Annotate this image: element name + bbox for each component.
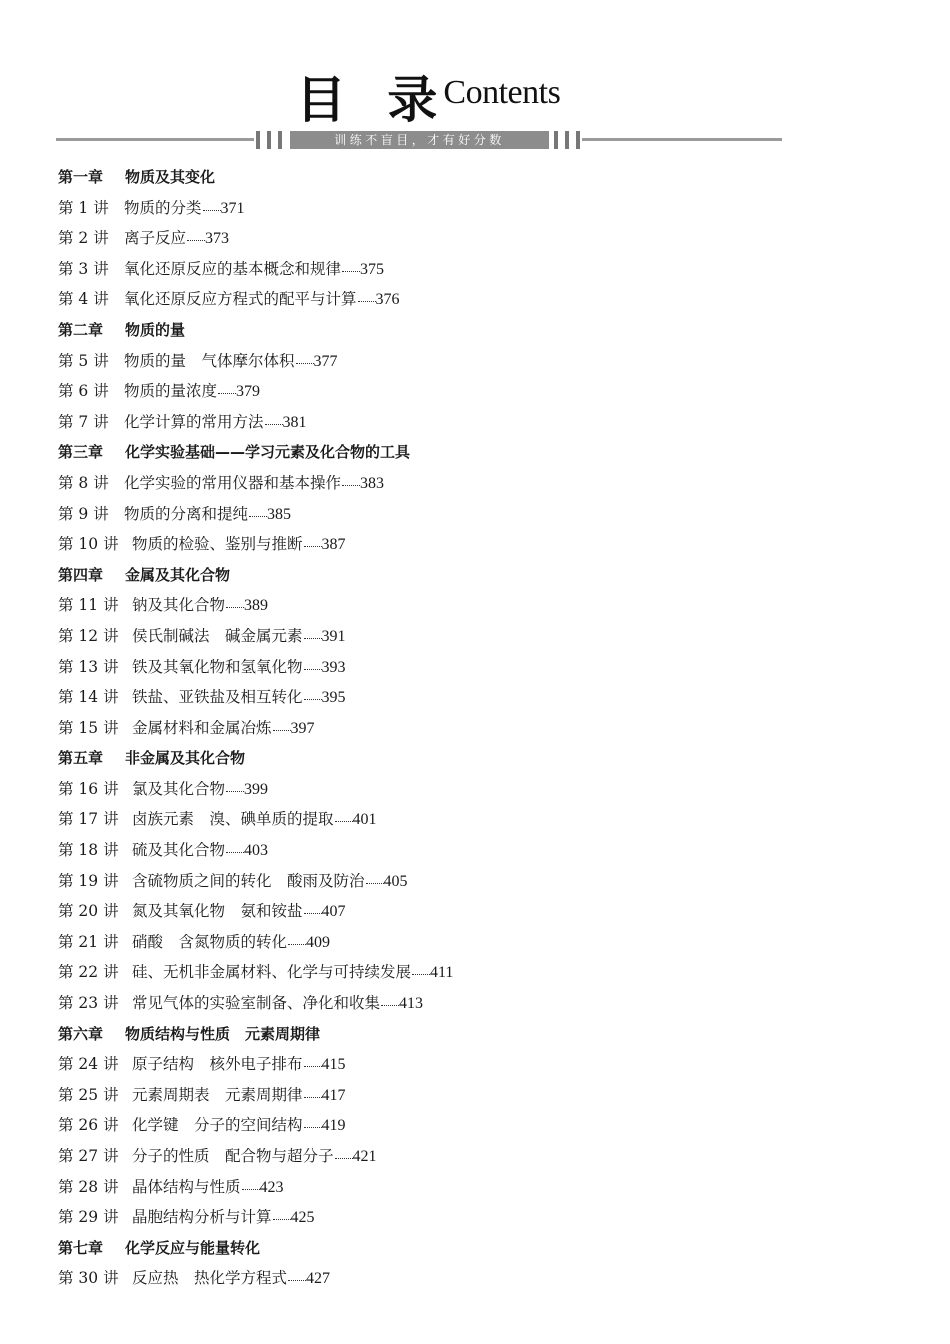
lesson-title: 氯及其化合物 (132, 779, 226, 798)
lesson-title: 分子的性质 配合物与超分子 (132, 1147, 334, 1165)
page-number: 375 (360, 260, 385, 278)
toc-chapter[interactable] (58, 1233, 898, 1264)
page-number: 417 (321, 1086, 346, 1104)
page-number: 371 (220, 199, 245, 217)
lesson-title: 常见气体的实验室制备、净化和收集 (132, 994, 381, 1013)
lesson-number: 第 26 讲 (58, 1116, 119, 1135)
toc-lesson[interactable] (58, 376, 898, 407)
lesson-title: 氧化还原反应方程式的配平与计算 (124, 290, 357, 309)
page-number: 395 (321, 689, 346, 707)
lesson-title: 化学计算的常用方法 (124, 412, 264, 431)
lesson-title: 物质的分类 (124, 198, 202, 217)
lesson-number: 第 27 讲 (58, 1147, 119, 1165)
lesson-number: 第 16 讲 (58, 779, 119, 798)
dot-leader (342, 257, 360, 272)
lesson-title: 晶体结构与性质 (132, 1177, 241, 1196)
lesson-number: 第 21 讲 (58, 932, 119, 951)
lesson-title: 侯氏制碱法 碱金属元素 (132, 626, 303, 645)
table-of-contents (58, 162, 898, 1294)
chapter-number: 第三章 (58, 443, 104, 462)
lesson-title: 硅、无机非金属材料、化学与可持续发展 (132, 963, 412, 982)
dot-leader (304, 899, 322, 914)
banner-bar (565, 131, 569, 149)
lesson-number: 第 14 讲 (58, 688, 119, 707)
lesson-number: 第 4 讲 (58, 290, 109, 309)
toc-lesson[interactable] (58, 621, 898, 652)
page-number: 415 (321, 1056, 346, 1074)
dot-leader (203, 196, 221, 211)
lesson-title: 原子结构 核外电子排布 (132, 1055, 303, 1074)
toc-lesson[interactable] (58, 652, 898, 683)
chapter-number: 第四章 (58, 565, 104, 584)
title-chinese: 目 录 (296, 71, 450, 129)
page-number: 425 (290, 1209, 315, 1227)
dot-leader (288, 1266, 306, 1281)
lesson-number: 第 6 讲 (58, 382, 109, 401)
page-number: 413 (399, 995, 424, 1013)
dot-leader (226, 777, 244, 792)
lesson-title: 钠及其化合物 (132, 596, 226, 615)
lesson-number: 第 30 讲 (58, 1269, 119, 1288)
lesson-title: 元素周期表 元素周期律 (132, 1085, 303, 1104)
slogan-banner (56, 130, 782, 150)
chapter-number: 第一章 (58, 168, 104, 186)
toc-lesson[interactable] (58, 254, 898, 285)
toc-lesson[interactable] (58, 1172, 898, 1203)
lesson-title: 物质的量 气体摩尔体积 (124, 351, 295, 370)
dot-leader (296, 349, 314, 364)
banner-line-left (56, 138, 254, 141)
dot-leader (335, 807, 353, 822)
lesson-title: 铁及其氧化物和氢氧化物 (132, 657, 303, 676)
page-number: 381 (282, 413, 307, 431)
page-number: 423 (259, 1178, 284, 1196)
lesson-number: 第 29 讲 (58, 1208, 119, 1227)
chapter-title: 物质结构与性质 元素周期律 (125, 1024, 321, 1043)
page-number: 399 (244, 780, 269, 798)
dot-leader (304, 1083, 322, 1098)
lesson-number: 第 28 讲 (58, 1177, 119, 1196)
lesson-number: 第 12 讲 (58, 626, 119, 645)
page-number: 411 (430, 964, 454, 982)
lesson-number: 第 7 讲 (58, 412, 109, 431)
lesson-title: 氧化还原反应的基本概念和规律 (124, 259, 342, 278)
dot-leader (187, 226, 205, 241)
dot-leader (265, 410, 283, 425)
lesson-number: 第 9 讲 (58, 504, 109, 523)
toc-lesson[interactable] (58, 1141, 898, 1172)
dot-leader (273, 1205, 291, 1220)
lesson-number: 第 3 讲 (58, 259, 109, 278)
lesson-title: 氮及其氧化物 氨和铵盐 (132, 902, 303, 921)
toc-lesson[interactable] (58, 1263, 898, 1294)
page-number: 409 (306, 933, 331, 951)
dot-leader (366, 869, 384, 884)
page-number: 385 (267, 505, 292, 523)
dot-leader (288, 930, 306, 945)
toc-chapter[interactable] (58, 560, 898, 591)
toc-lesson[interactable] (58, 407, 898, 438)
dot-leader (304, 1052, 322, 1067)
page-number: 405 (383, 872, 408, 890)
toc-lesson[interactable] (58, 529, 898, 560)
chapter-title: 物质及其变化 (125, 168, 216, 186)
page-number: 419 (321, 1117, 346, 1135)
dot-leader (342, 471, 360, 486)
chapter-number: 第二章 (58, 320, 104, 339)
page-number: 393 (321, 658, 346, 676)
dot-leader (304, 655, 322, 670)
title-english: Contents (443, 74, 561, 111)
page-number: 389 (244, 597, 269, 615)
lesson-number: 第 10 讲 (58, 535, 119, 554)
lesson-title: 化学实验的常用仪器和基本操作 (124, 473, 342, 492)
page-number: 391 (321, 627, 346, 645)
dot-leader (249, 502, 267, 517)
banner-bar (278, 131, 282, 149)
toc-lesson[interactable] (58, 1110, 898, 1141)
chapter-title: 金属及其化合物 (125, 565, 231, 584)
toc-lesson[interactable] (58, 193, 898, 224)
lesson-number: 第 15 讲 (58, 718, 119, 737)
dot-leader (304, 624, 322, 639)
chapter-number: 第六章 (58, 1024, 104, 1043)
dot-leader (381, 991, 399, 1006)
lesson-number: 第 25 讲 (58, 1085, 119, 1104)
toc-lesson[interactable] (58, 346, 898, 377)
lesson-number: 第 11 讲 (58, 596, 119, 615)
toc-lesson[interactable] (58, 1049, 898, 1080)
toc-chapter[interactable] (58, 162, 898, 193)
page-number: 379 (236, 383, 261, 401)
chapter-number: 第七章 (58, 1238, 104, 1257)
dot-leader (335, 1144, 353, 1159)
page-number: 407 (321, 903, 346, 921)
dot-leader (226, 593, 244, 608)
toc-lesson[interactable] (58, 866, 898, 897)
page-title (296, 60, 561, 129)
lesson-number: 第 18 讲 (58, 841, 119, 860)
chapter-title: 化学反应与能量转化 (125, 1238, 261, 1257)
toc-lesson[interactable] (58, 1202, 898, 1233)
lesson-number: 第 5 讲 (58, 351, 109, 370)
toc-lesson[interactable] (58, 499, 898, 530)
toc-chapter[interactable] (58, 1019, 898, 1050)
page-number: 397 (290, 719, 315, 737)
toc-chapter[interactable] (58, 315, 898, 346)
chapter-title: 非金属及其化合物 (125, 749, 246, 768)
page-number: 427 (306, 1270, 331, 1288)
lesson-title: 晶胞结构分析与计算 (132, 1208, 272, 1227)
page-number: 377 (313, 352, 338, 370)
lesson-title: 物质的量浓度 (124, 382, 218, 401)
toc-lesson[interactable] (58, 1080, 898, 1111)
toc-lesson[interactable] (58, 835, 898, 866)
toc-lesson[interactable] (58, 284, 898, 315)
toc-lesson[interactable] (58, 988, 898, 1019)
dot-leader (304, 1113, 322, 1128)
lesson-title: 反应热 热化学方程式 (132, 1269, 288, 1288)
chapter-number: 第五章 (58, 749, 104, 768)
page-number: 383 (360, 474, 385, 492)
lesson-title: 化学键 分子的空间结构 (132, 1116, 303, 1135)
lesson-number: 第 2 讲 (58, 229, 109, 248)
page-number: 401 (352, 811, 377, 829)
lesson-title: 物质的分离和提纯 (124, 504, 249, 523)
lesson-title: 硝酸 含氮物质的转化 (132, 932, 288, 951)
dot-leader (242, 1175, 260, 1190)
lesson-title: 离子反应 (124, 229, 187, 248)
dot-leader (358, 287, 376, 302)
lesson-number: 第 23 讲 (58, 994, 119, 1013)
lesson-number: 第 1 讲 (58, 198, 109, 217)
page-number: 376 (375, 291, 400, 309)
toc-lesson[interactable] (58, 927, 898, 958)
lesson-number: 第 22 讲 (58, 963, 119, 982)
banner-bar (554, 131, 558, 149)
toc-lesson[interactable] (58, 774, 898, 805)
banner-bar (576, 131, 580, 149)
toc-lesson[interactable] (58, 682, 898, 713)
page-number: 373 (205, 230, 230, 248)
dot-leader (304, 532, 322, 547)
lesson-number: 第 13 讲 (58, 657, 119, 676)
banner-line-right (582, 138, 782, 141)
chapter-title: 物质的量 (125, 320, 186, 339)
banner-bar (256, 131, 260, 149)
lesson-number: 第 17 讲 (58, 810, 119, 829)
toc-lesson[interactable] (58, 713, 898, 744)
dot-leader (273, 716, 291, 731)
dot-leader (218, 379, 236, 394)
lesson-number: 第 8 讲 (58, 473, 109, 492)
lesson-title: 物质的检验、鉴别与推断 (132, 535, 303, 554)
page-number: 387 (321, 536, 346, 554)
chapter-title: 化学实验基础——学习元素及化合物的工具 (125, 443, 411, 462)
toc-chapter[interactable] (58, 437, 898, 468)
lesson-number: 第 20 讲 (58, 902, 119, 921)
dot-leader (304, 685, 322, 700)
lesson-number: 第 19 讲 (58, 871, 119, 890)
lesson-title: 含硫物质之间的转化 酸雨及防治 (132, 871, 365, 890)
lesson-title: 卤族元素 溴、碘单质的提取 (132, 810, 334, 829)
toc-lesson[interactable] (58, 223, 898, 254)
lesson-title: 铁盐、亚铁盐及相互转化 (132, 688, 303, 707)
toc-lesson[interactable] (58, 804, 898, 835)
lesson-title: 硫及其化合物 (132, 841, 226, 860)
dot-leader (412, 960, 430, 975)
page-number: 403 (244, 842, 269, 860)
lesson-title: 金属材料和金属冶炼 (132, 718, 272, 737)
banner-slogan: 训练不盲目，才有好分数 (290, 131, 549, 149)
toc-lesson[interactable] (58, 468, 898, 499)
dot-leader (226, 838, 244, 853)
banner-bar (267, 131, 271, 149)
toc-lesson[interactable] (58, 590, 898, 621)
toc-lesson[interactable] (58, 896, 898, 927)
toc-lesson[interactable] (58, 957, 898, 988)
lesson-number: 第 24 讲 (58, 1055, 119, 1074)
page-number: 421 (352, 1148, 377, 1165)
toc-chapter[interactable] (58, 743, 898, 774)
